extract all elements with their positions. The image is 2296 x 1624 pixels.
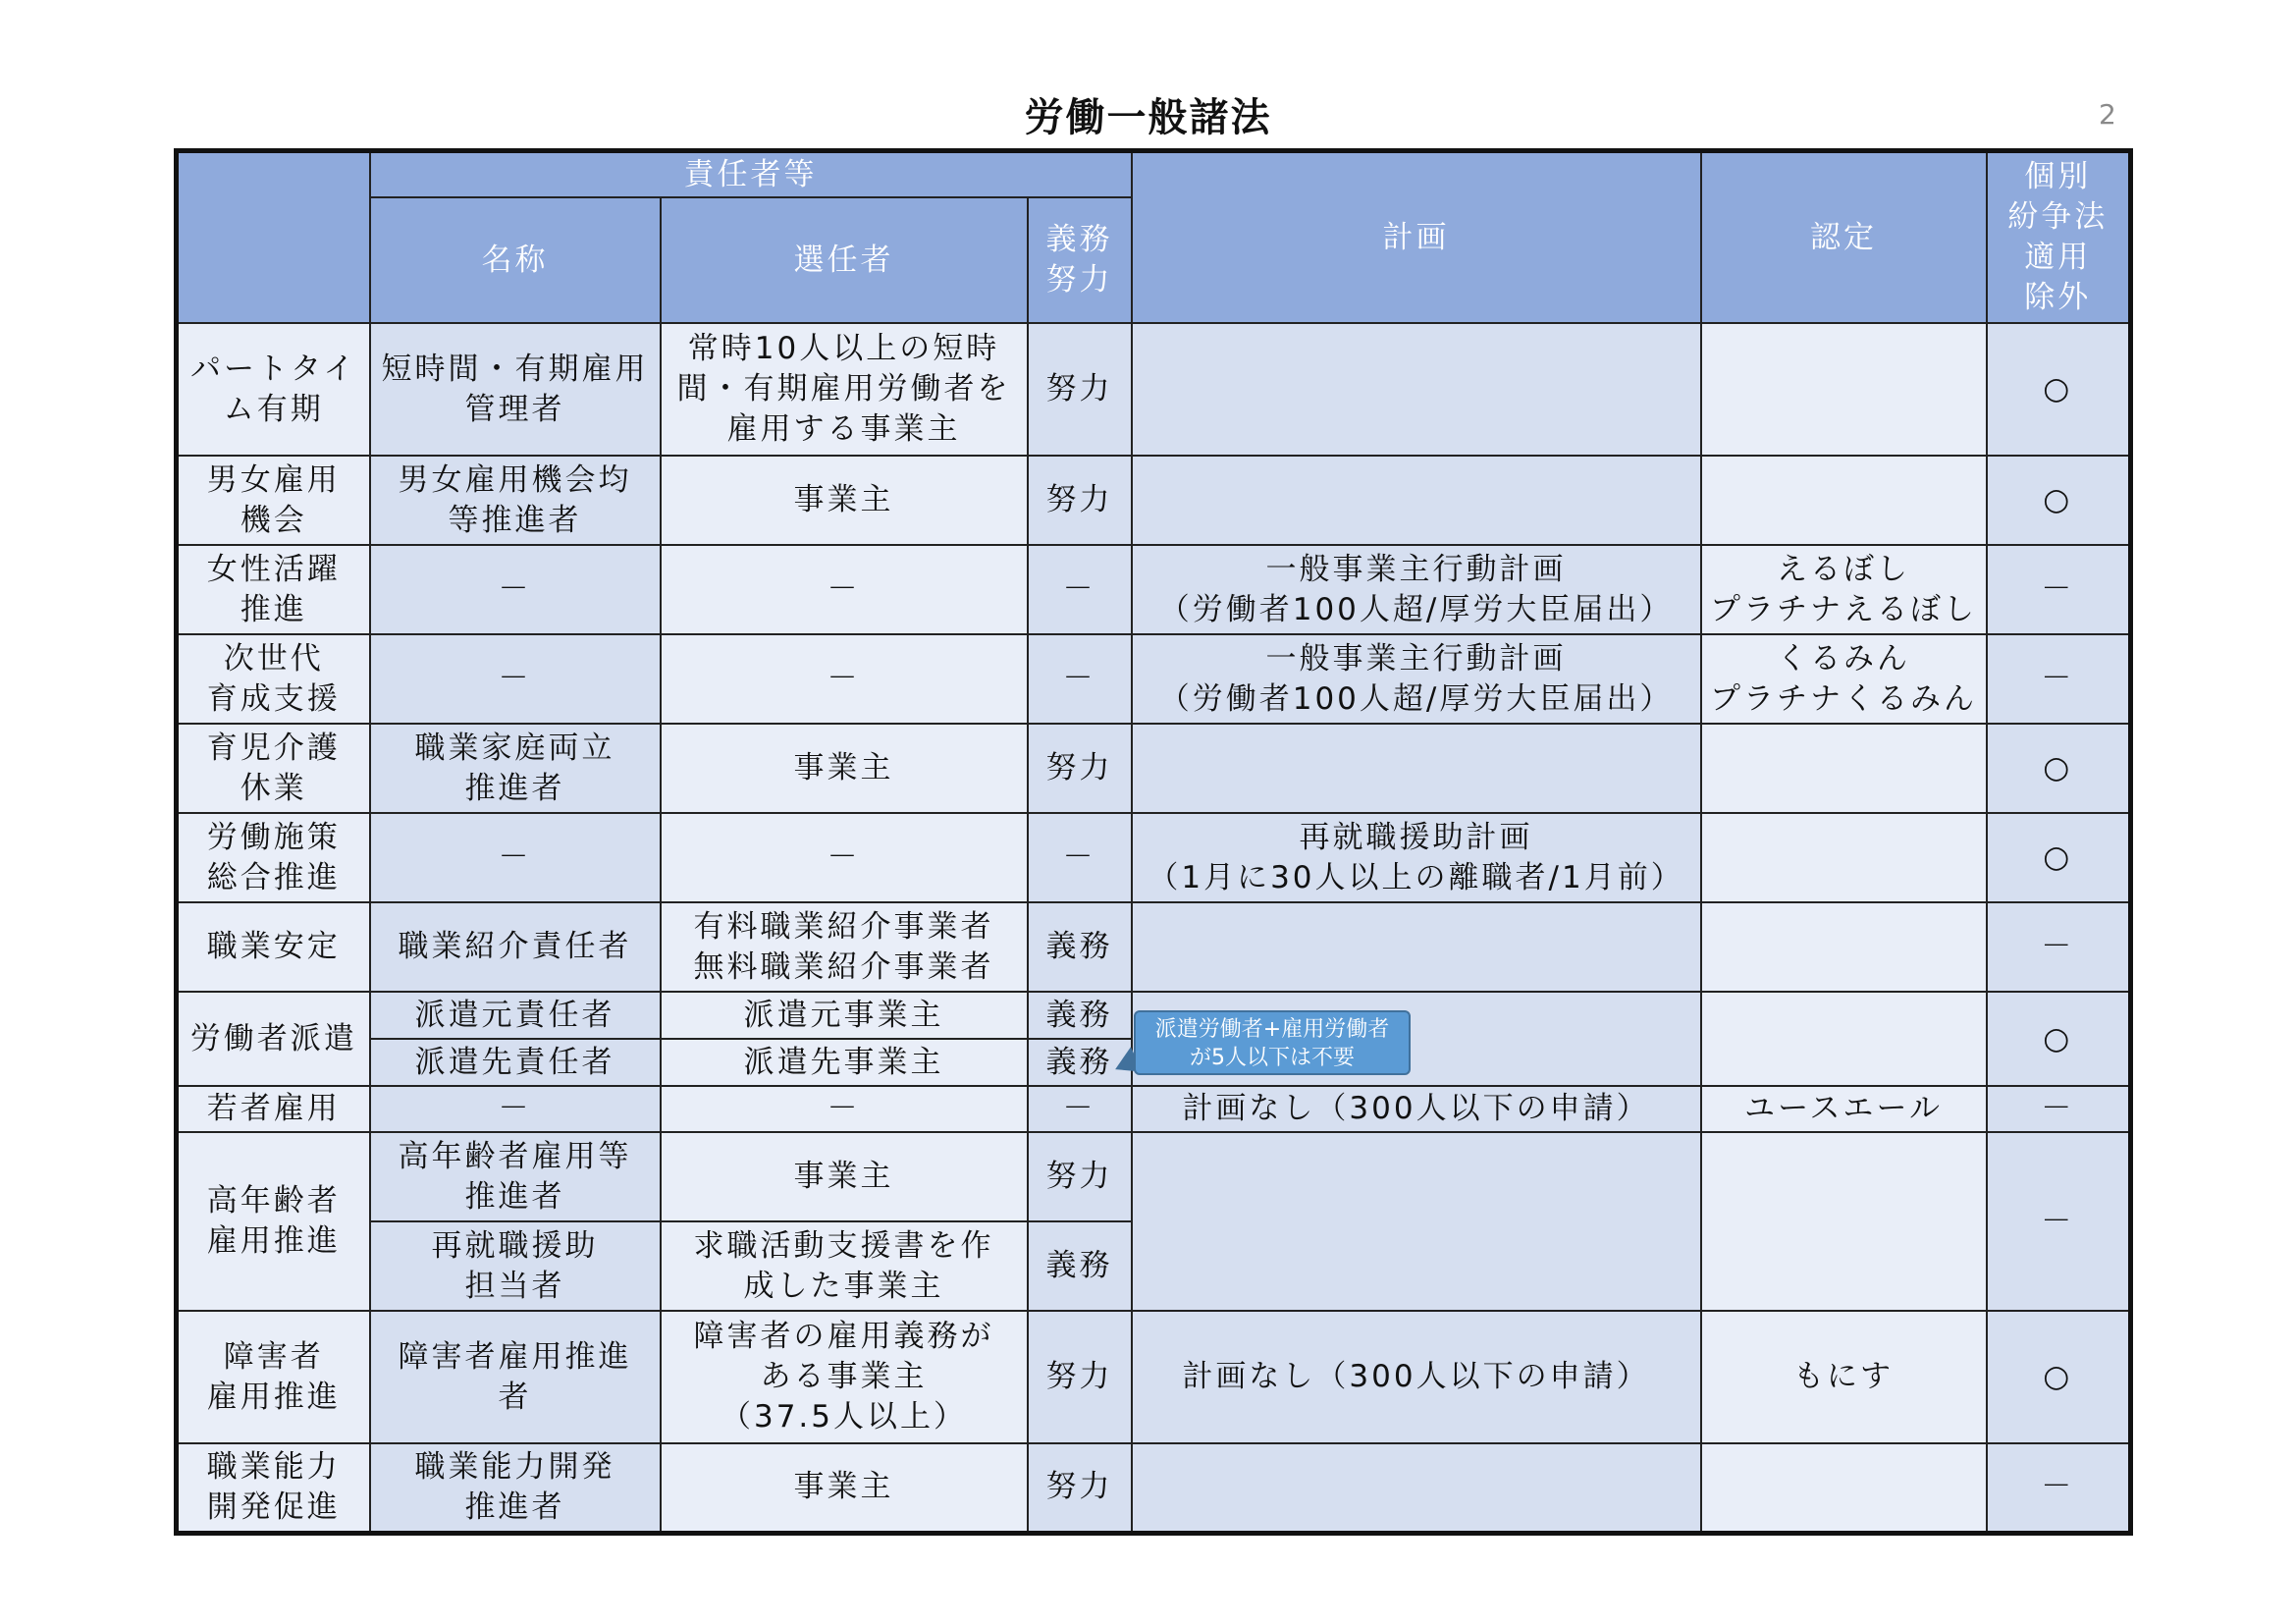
appointer-cell: － <box>661 1086 1028 1132</box>
duty-cell: 努力 <box>1028 1132 1132 1221</box>
exclusion-cell: ○ <box>1987 813 2131 902</box>
duty-cell: 努力 <box>1028 456 1132 545</box>
plan-cell: 一般事業主行動計画 （労働者100人超/厚労大臣届出） <box>1132 634 1701 724</box>
exclusion-cell: － <box>1987 1086 2131 1132</box>
duty-cell: － <box>1028 634 1132 724</box>
exclusion-cell: － <box>1987 1443 2131 1533</box>
cert-cell: くるみん プラチナくるみん <box>1701 634 1987 724</box>
appointer-cell: 派遣元事業主 <box>661 992 1028 1039</box>
header-certification: 認定 <box>1701 151 1987 324</box>
name-cell: 男女雇用機会均 等推進者 <box>370 456 661 545</box>
name-cell: 再就職援助 担当者 <box>370 1221 661 1311</box>
law-cell: 高年齢者 雇用推進 <box>177 1132 370 1311</box>
cert-cell <box>1701 456 1987 545</box>
cert-cell <box>1701 724 1987 813</box>
duty-cell: 努力 <box>1028 724 1132 813</box>
duty-cell: 義務 <box>1028 1039 1132 1086</box>
exclusion-cell: ○ <box>1987 323 2131 456</box>
labor-law-table <box>174 148 2133 1536</box>
table-row <box>177 724 2131 813</box>
table-row <box>177 813 2131 902</box>
duty-cell: 義務 <box>1028 902 1132 992</box>
plan-cell: 再就職援助計画 （1月に30人以上の離職者/1月前） <box>1132 813 1701 902</box>
name-cell: 職業能力開発 推進者 <box>370 1443 661 1533</box>
name-cell: 高年齢者雇用等 推進者 <box>370 1132 661 1221</box>
cert-cell: もにす <box>1701 1311 1987 1443</box>
appointer-cell: 派遣先事業主 <box>661 1039 1028 1086</box>
plan-cell: 一般事業主行動計画 （労働者100人超/厚労大臣届出） <box>1132 545 1701 634</box>
table-row <box>177 902 2131 992</box>
law-cell: 女性活躍 推進 <box>177 545 370 634</box>
name-cell: 派遣元責任者 <box>370 992 661 1039</box>
name-cell: － <box>370 634 661 724</box>
appointer-cell: 事業主 <box>661 1443 1028 1533</box>
cert-cell <box>1701 902 1987 992</box>
law-cell: 障害者 雇用推進 <box>177 1311 370 1443</box>
appointer-cell: 事業主 <box>661 1132 1028 1221</box>
exclusion-cell: ○ <box>1987 992 2131 1086</box>
duty-cell: － <box>1028 1086 1132 1132</box>
appointer-cell: － <box>661 813 1028 902</box>
appointer-cell: 事業主 <box>661 456 1028 545</box>
duty-cell: 義務 <box>1028 1221 1132 1311</box>
law-cell: 男女雇用 機会 <box>177 456 370 545</box>
cert-cell <box>1701 813 1987 902</box>
law-cell: 職業安定 <box>177 902 370 992</box>
name-cell: － <box>370 1086 661 1132</box>
header-plan: 計画 <box>1132 151 1701 324</box>
table-row <box>177 1311 2131 1443</box>
exclusion-cell: ○ <box>1987 724 2131 813</box>
exclusion-cell: － <box>1987 1132 2131 1311</box>
header-exclusion: 個別 紛争法 適用 除外 <box>1987 151 2131 324</box>
duty-cell: 義務 <box>1028 992 1132 1039</box>
duty-cell: 努力 <box>1028 1443 1132 1533</box>
appointer-cell: － <box>661 545 1028 634</box>
duty-cell: 努力 <box>1028 323 1132 456</box>
cert-cell <box>1701 1443 1987 1533</box>
name-cell: － <box>370 545 661 634</box>
name-cell: 職業家庭両立 推進者 <box>370 724 661 813</box>
name-cell: － <box>370 813 661 902</box>
name-cell: 派遣先責任者 <box>370 1039 661 1086</box>
name-cell: 職業紹介責任者 <box>370 902 661 992</box>
plan-cell <box>1132 323 1701 456</box>
exclusion-cell: ○ <box>1987 456 2131 545</box>
header-duty: 義務 努力 <box>1028 197 1132 323</box>
cert-cell <box>1701 992 1987 1086</box>
law-cell: 次世代 育成支援 <box>177 634 370 724</box>
cert-cell: ユースエール <box>1701 1086 1987 1132</box>
table-row <box>177 456 2131 545</box>
page-number: 2 <box>2099 98 2116 131</box>
exclusion-cell: － <box>1987 545 2131 634</box>
appointer-cell: 事業主 <box>661 724 1028 813</box>
header-responsible: 責任者等 <box>370 151 1132 198</box>
law-cell: 職業能力 開発促進 <box>177 1443 370 1533</box>
law-cell: 若者雇用 <box>177 1086 370 1132</box>
dispatch-note-callout: 派遣労働者+雇用労働者 が5人以下は不要 <box>1134 1010 1411 1075</box>
appointer-cell: 常時10人以上の短時 間・有期雇用労働者を 雇用する事業主 <box>661 323 1028 456</box>
table-row <box>177 1086 2131 1132</box>
exclusion-cell: － <box>1987 634 2131 724</box>
duty-cell: － <box>1028 545 1132 634</box>
table-row <box>177 1443 2131 1533</box>
table-row <box>177 634 2131 724</box>
plan-cell <box>1132 1443 1701 1533</box>
plan-cell <box>1132 456 1701 545</box>
appointer-cell: － <box>661 634 1028 724</box>
plan-cell: 計画なし（300人以下の申請） <box>1132 1311 1701 1443</box>
header-name: 名称 <box>370 197 661 323</box>
plan-cell: 計画なし（300人以下の申請） <box>1132 1086 1701 1132</box>
law-cell: 育児介護 休業 <box>177 724 370 813</box>
law-cell: 労働者派遣 <box>177 992 370 1086</box>
cert-cell: えるぼし プラチナえるぼし <box>1701 545 1987 634</box>
cert-cell <box>1701 1132 1987 1311</box>
appointer-cell: 障害者の雇用義務が ある事業主 （37.5人以上） <box>661 1311 1028 1443</box>
duty-cell: － <box>1028 813 1132 902</box>
table-row <box>177 1132 2131 1221</box>
exclusion-cell: － <box>1987 902 2131 992</box>
page-title: 労働一般諸法 <box>1024 95 1272 140</box>
law-cell: 労働施策 総合推進 <box>177 813 370 902</box>
header-appointer: 選任者 <box>661 197 1028 323</box>
table-row <box>177 323 2131 456</box>
law-cell: パートタイ ム有期 <box>177 323 370 456</box>
duty-cell: 努力 <box>1028 1311 1132 1443</box>
plan-cell <box>1132 724 1701 813</box>
appointer-cell: 有料職業紹介事業者 無料職業紹介事業者 <box>661 902 1028 992</box>
plan-cell <box>1132 1132 1701 1311</box>
header-law <box>177 151 370 324</box>
appointer-cell: 求職活動支援書を作 成した事業主 <box>661 1221 1028 1311</box>
exclusion-cell: ○ <box>1987 1311 2131 1443</box>
name-cell: 短時間・有期雇用 管理者 <box>370 323 661 456</box>
name-cell: 障害者雇用推進 者 <box>370 1311 661 1443</box>
table-row <box>177 545 2131 634</box>
cert-cell <box>1701 323 1987 456</box>
plan-cell <box>1132 902 1701 992</box>
